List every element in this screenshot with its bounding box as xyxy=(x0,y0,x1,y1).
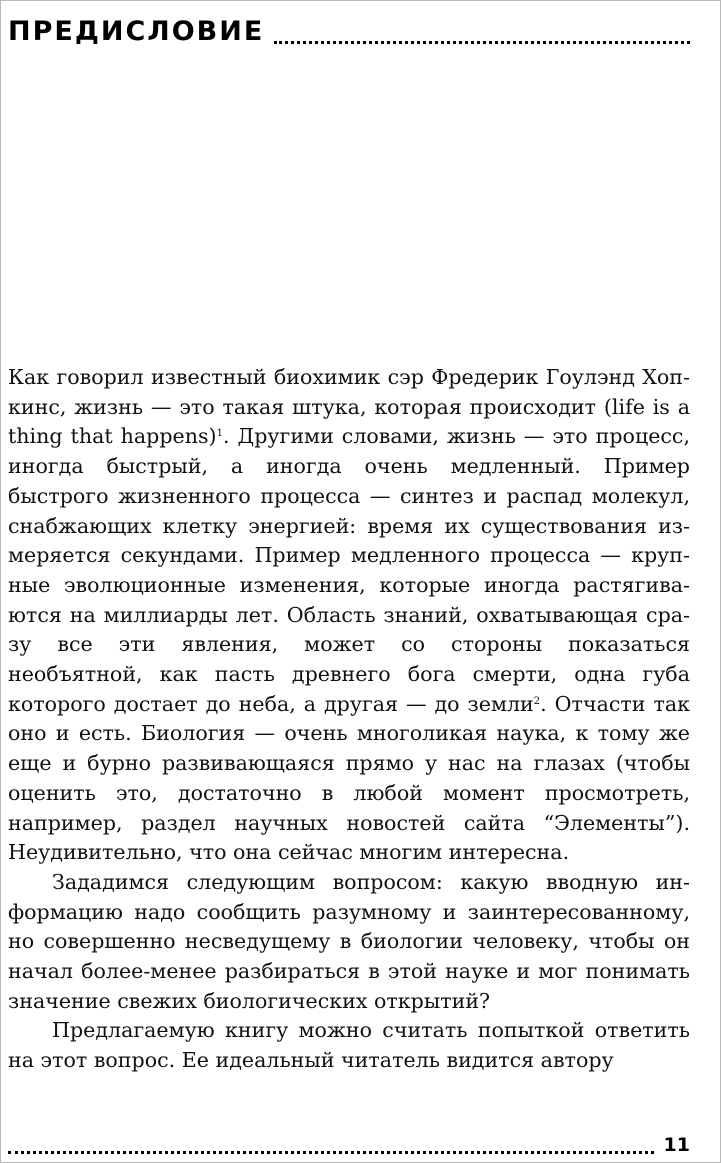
header-dotted-leader xyxy=(274,41,690,44)
chapter-title: ПРЕДИСЛОВИЕ xyxy=(8,16,265,47)
paragraph-3: Предлагаемую книгу можно считать попыткой ответить на этот вопрос. Ее идеальный читатель видится автору xyxy=(8,1018,690,1073)
paragraph-1-part-3: . Отчасти так оно и есть. Биология — очень многоликая наука, к тому же еще и бурно развивающаяся прямо у нас на глазах (чтобы оценить это, достаточно в любой момент просмотреть, например, раздел научных новостей сайта “Элементы”). Неудивительно, что она сейчас многим интересна. xyxy=(8,691,690,865)
footnote-ref-2: 2 xyxy=(533,695,541,707)
page-footer xyxy=(8,1132,690,1158)
paragraph-1-part-2: . Другими словами, жизнь — это процесс, иногда быстрый, а иногда очень медленный. Пример быстрого жизненного процесса — синтез и распад молекул, снабжающих клетку энергией: время их существования измеряется секундами. Пример медленного процесса — крупные эволюционные изменения, которые иногда растягиваются на миллиарды лет. Область знаний, охватывающая сразу все эти явления, может со стороны показаться необъятной, как пасть древнего бога смерти, одна губа которого достает до неба, а другая — до земли xyxy=(8,424,690,716)
paragraph-2: Зададимся следующим вопросом: какую вводную информацию надо сообщить разумному и заинтересованному, но совершенно несведущему в биологии человеку, чтобы он начал более-менее разбираться в этой науке и мог понимать значение свежих биологических открытий? xyxy=(8,869,690,1013)
page-number: 11 xyxy=(663,1134,690,1156)
footnote-ref-1: 1 xyxy=(216,428,223,440)
footer-dotted-leader xyxy=(8,1151,654,1154)
paragraph-1-part-1: Как говорил известный биохимик сэр Фредерик Гоулэнд Хопкинс, жизнь — это такая штука, которая происходит (life is a thing that happens) xyxy=(8,365,690,449)
page-header xyxy=(8,14,690,50)
paragraph-1 xyxy=(8,363,690,868)
body-text xyxy=(8,363,690,1076)
